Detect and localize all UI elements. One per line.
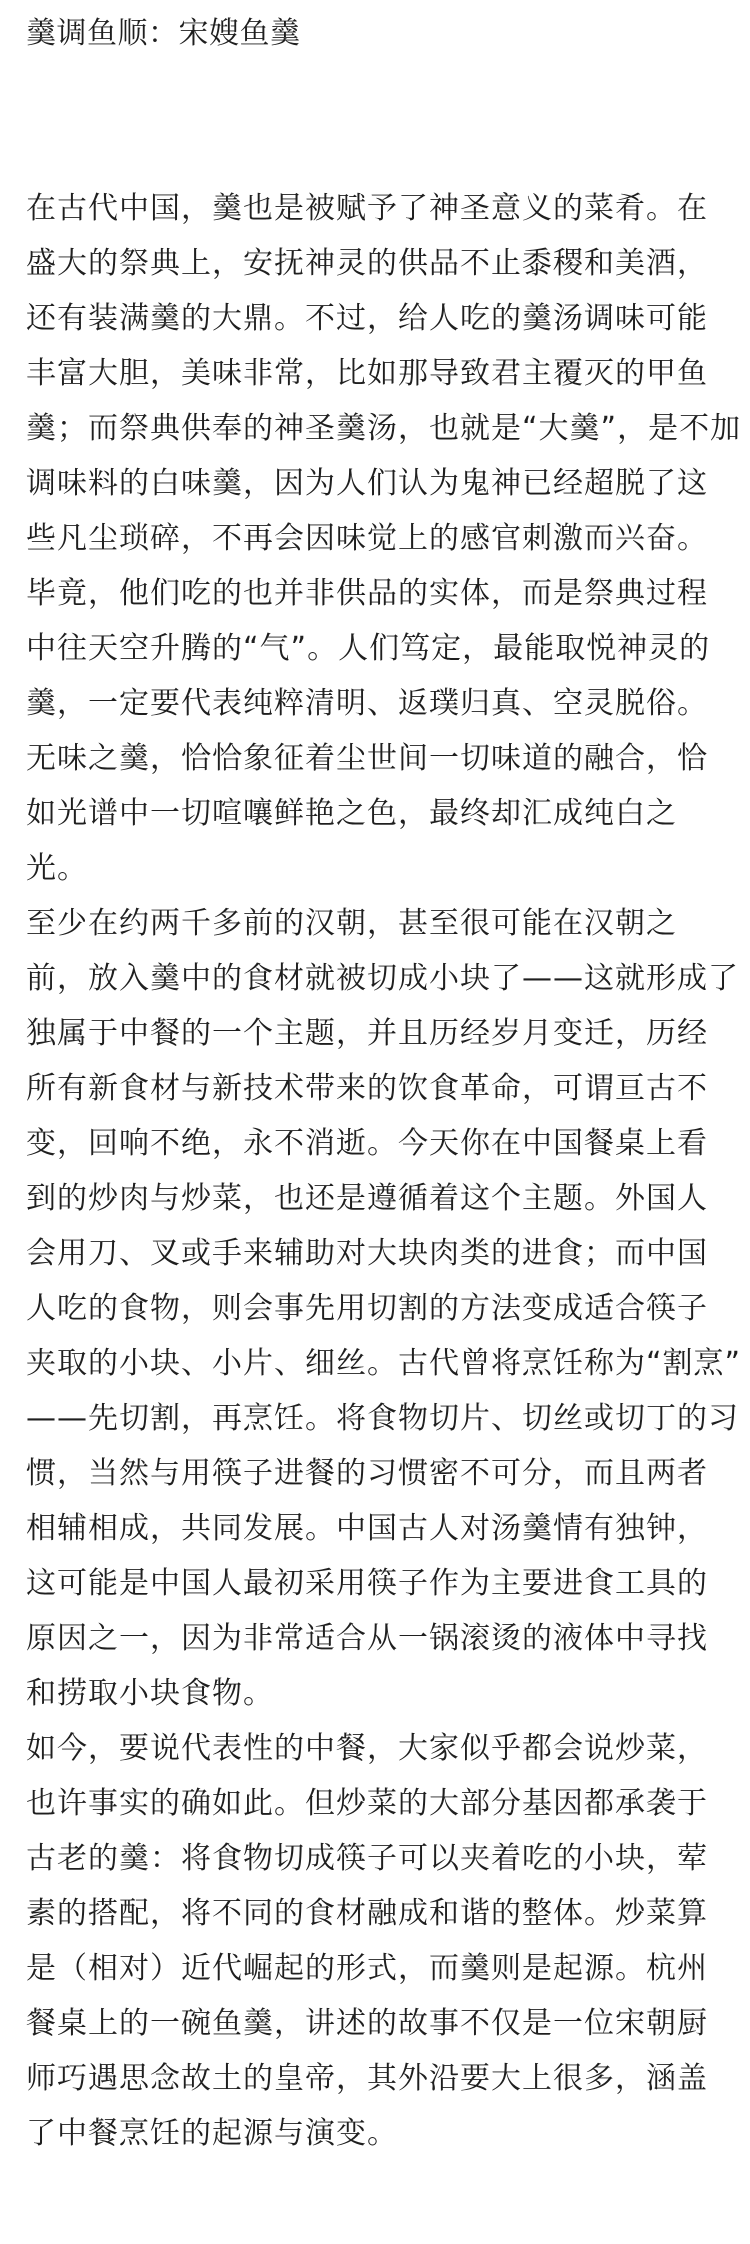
text-line: 如今，要说代表性的中餐，大家似乎都会说炒菜， bbox=[26, 1731, 708, 1766]
text-line: 变，回响不绝，永不消逝。今天你在中国餐桌上看 bbox=[26, 1126, 708, 1161]
text-line: 在古代中国，羹也是被赋予了神圣意义的菜肴。在 bbox=[26, 191, 708, 226]
text-line: 人吃的食物，则会事先用切割的方法变成适合筷子 bbox=[26, 1291, 708, 1326]
text-line: 是（相对）近代崛起的形式，而羹则是起源。杭州 bbox=[26, 1951, 708, 1986]
text-line: 中往天空升腾的“气”。人们笃定，最能取悦神灵的 bbox=[26, 631, 711, 666]
text-line: 素的搭配，将不同的食材融成和谐的整体。炒菜算 bbox=[26, 1896, 708, 1931]
text-line: 独属于中餐的一个主题，并且历经岁月变迁，历经 bbox=[26, 1016, 708, 1051]
text-line: 羹，一定要代表纯粹清明、返璞归真、空灵脱俗。 bbox=[26, 686, 708, 721]
text-line: 相辅相成，共同发展。中国古人对汤羹情有独钟， bbox=[26, 1511, 708, 1546]
text-line: 这可能是中国人最初采用筷子作为主要进食工具的 bbox=[26, 1566, 708, 1601]
text-line: 毕竟，他们吃的也并非供品的实体，而是祭典过程 bbox=[26, 576, 708, 611]
text-line: 师巧遇思念故土的皇帝，其外沿要大上很多，涵盖 bbox=[26, 2061, 708, 2096]
text-line: 羹；而祭典供奉的神圣羹汤，也就是“大羹”，是不加 bbox=[26, 411, 742, 446]
text-line: 也许事实的确如此。但炒菜的大部分基因都承袭于 bbox=[26, 1786, 708, 1821]
text-line: 到的炒肉与炒菜，也还是遵循着这个主题。外国人 bbox=[26, 1181, 708, 1216]
text-line: 如光谱中一切喧嚷鲜艳之色，最终却汇成纯白之 bbox=[26, 796, 677, 831]
text-line: 无味之羹，恰恰象征着尘世间一切味道的融合，恰 bbox=[26, 741, 708, 776]
article-title: 羹调鱼顺：宋嫂鱼羹 bbox=[26, 16, 301, 51]
text-line: 至少在约两千多前的汉朝，甚至很可能在汉朝之 bbox=[26, 906, 677, 941]
text-line: 古老的羹：将食物切成筷子可以夹着吃的小块，荤 bbox=[26, 1841, 708, 1876]
text-line: 和捞取小块食物。 bbox=[26, 1676, 274, 1711]
text-line: 夹取的小块、小片、细丝。古代曾将烹饪称为“割烹” bbox=[26, 1346, 742, 1381]
text-line: 还有装满羹的大鼎。不过，给人吃的羹汤调味可能 bbox=[26, 301, 708, 336]
text-line: 了中餐烹饪的起源与演变。 bbox=[26, 2116, 398, 2151]
text-line: 所有新食材与新技术带来的饮食革命，可谓亘古不 bbox=[26, 1071, 708, 1106]
text-line: 些凡尘琐碎，不再会因味觉上的感官刺激而兴奋。 bbox=[26, 521, 708, 556]
text-line: 前，放入羹中的食材就被切成小块了——这就形成了 bbox=[26, 961, 739, 996]
text-line: ——先切割，再烹饪。将食物切片、切丝或切丁的习 bbox=[26, 1401, 739, 1436]
text-line: 盛大的祭典上，安抚神灵的供品不止黍稷和美酒， bbox=[26, 246, 708, 281]
text-line: 原因之一，因为非常适合从一锅滚烫的液体中寻找 bbox=[26, 1621, 708, 1656]
text-line: 会用刀、叉或手来辅助对大块肉类的进食；而中国 bbox=[26, 1236, 708, 1271]
text-line: 调味料的白味羹，因为人们认为鬼神已经超脱了这 bbox=[26, 466, 708, 501]
article-body bbox=[26, 181, 742, 2161]
text-line: 餐桌上的一碗鱼羹，讲述的故事不仅是一位宋朝厨 bbox=[26, 2006, 708, 2041]
text-line: 惯，当然与用筷子进餐的习惯密不可分，而且两者 bbox=[26, 1456, 708, 1491]
text-line: 丰富大胆，美味非常，比如那导致君主覆灭的甲鱼 bbox=[26, 356, 708, 391]
text-line: 光。 bbox=[26, 851, 88, 886]
